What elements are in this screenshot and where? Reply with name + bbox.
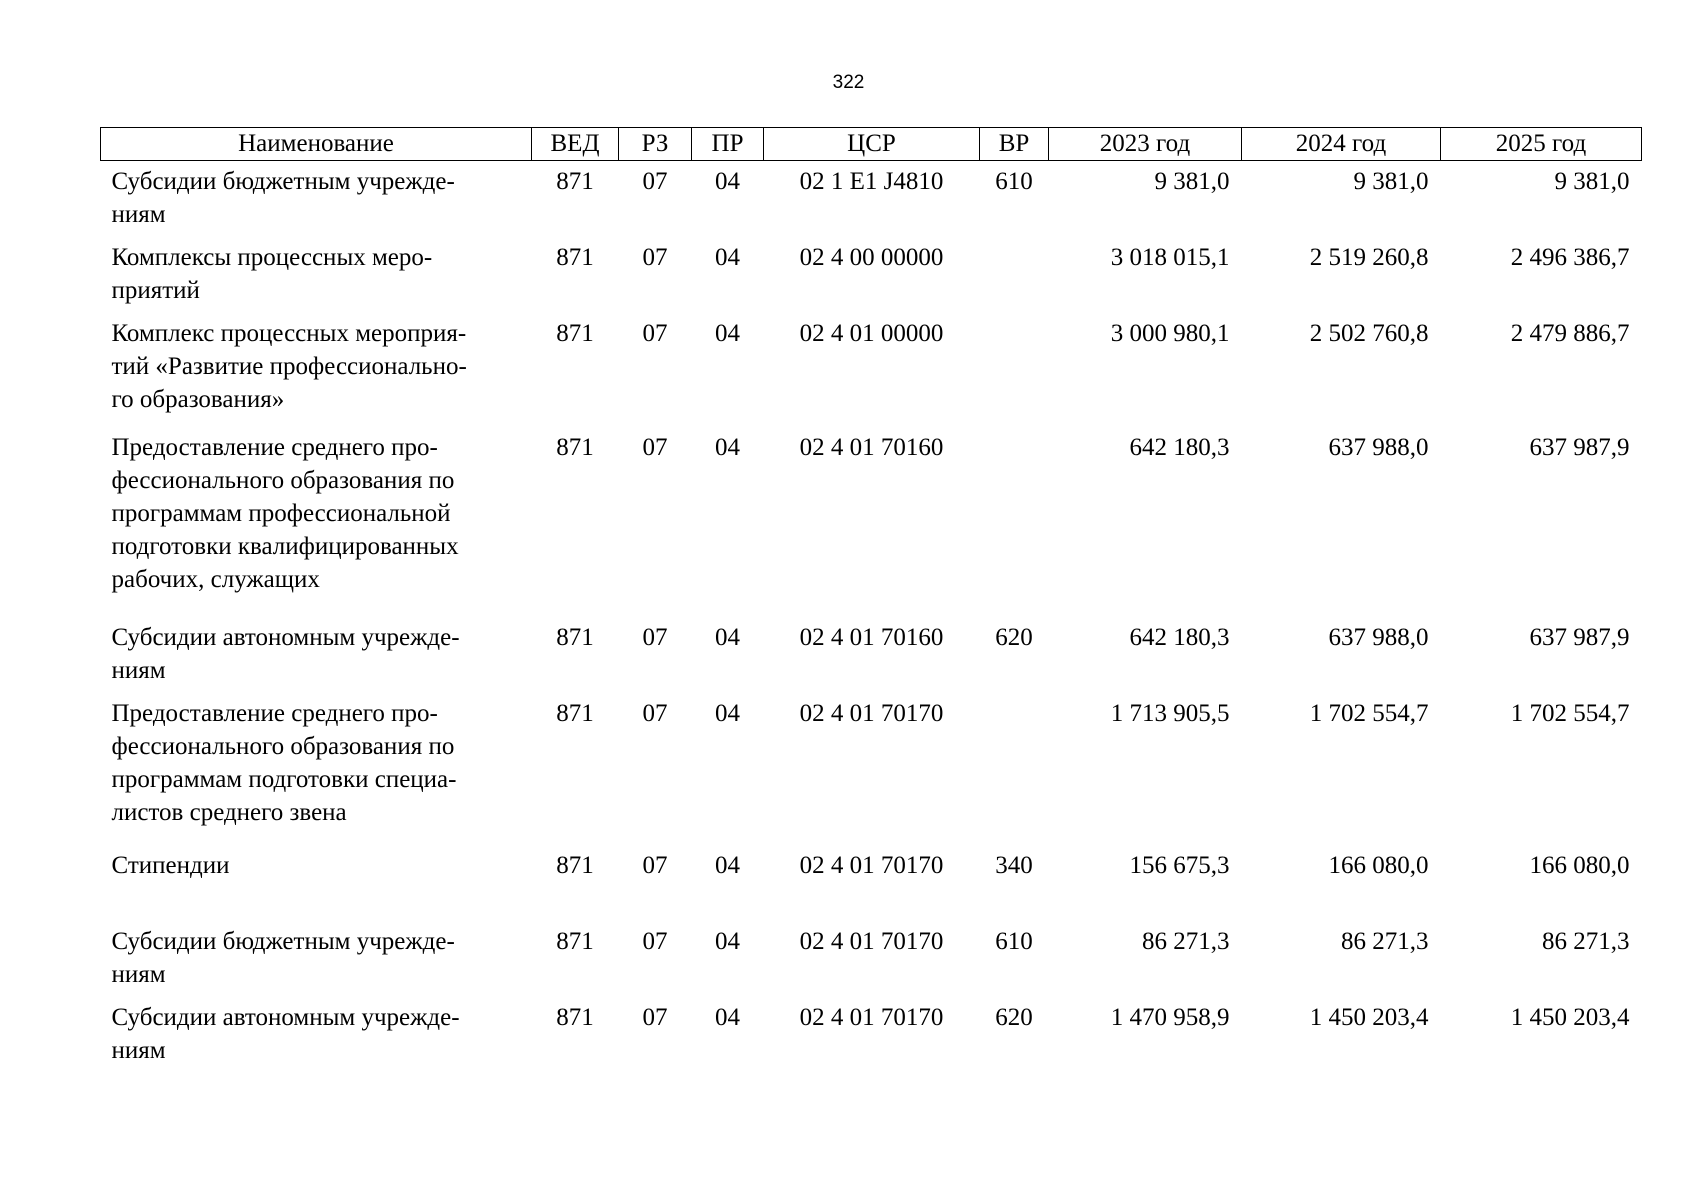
cell-2025: 166 080,0 xyxy=(1529,851,1630,879)
header-vr: ВР xyxy=(980,128,1049,161)
cell-ved: 871 xyxy=(556,243,594,271)
cell-vr xyxy=(980,427,1049,617)
cell-2023: 3 000 980,1 xyxy=(1110,319,1230,347)
header-ved: ВЕД xyxy=(532,128,619,161)
header-pr: ПР xyxy=(692,128,764,161)
cell-ved: 871 xyxy=(556,851,594,879)
cell-2023: 156 675,3 xyxy=(1129,851,1230,879)
cell-rz: 07 xyxy=(642,927,668,955)
cell-2024: 9 381,0 xyxy=(1353,168,1429,195)
cell-name: Предоставление среднего про- фессионального образования по программам профессиональной подготовки квалифицированных рабочих, служащих xyxy=(111,433,459,593)
cell-csr: 02 4 01 70160 xyxy=(799,623,944,651)
cell-vr: 620 xyxy=(995,1003,1033,1031)
cell-2023: 86 271,3 xyxy=(1142,927,1230,955)
cell-pr: 04 xyxy=(715,1003,740,1031)
page-number: 322 xyxy=(832,72,865,93)
cell-2023: 1 713 905,5 xyxy=(1110,699,1230,727)
cell-name: Субсидии бюджетным учрежде- ниям xyxy=(111,168,455,228)
cell-2025: 9 381,0 xyxy=(1554,168,1630,195)
cell-2024: 1 450 203,4 xyxy=(1309,1003,1429,1031)
cell-pr: 04 xyxy=(715,699,740,727)
cell-2023: 642 180,3 xyxy=(1129,433,1230,461)
cell-2024: 637 988,0 xyxy=(1328,623,1429,651)
table-row xyxy=(101,693,1642,845)
cell-csr: 02 4 01 00000 xyxy=(799,319,944,347)
cell-2025: 2 479 886,7 xyxy=(1510,319,1630,347)
cell-ved: 871 xyxy=(556,927,594,955)
header-rz: РЗ xyxy=(619,128,692,161)
cell-name: Субсидии автономным учрежде- ниям xyxy=(111,623,460,684)
cell-vr: 610 xyxy=(995,168,1033,195)
cell-vr xyxy=(980,313,1049,427)
cell-pr: 04 xyxy=(715,851,740,879)
table-header-row xyxy=(101,128,1642,161)
cell-name: Стипендии xyxy=(111,851,230,879)
cell-2025: 86 271,3 xyxy=(1542,927,1630,955)
cell-rz: 07 xyxy=(642,243,668,271)
cell-csr: 02 4 01 70170 xyxy=(799,699,944,727)
table-row xyxy=(101,427,1642,617)
cell-ved: 871 xyxy=(556,168,594,195)
cell-ved: 871 xyxy=(556,319,594,347)
cell-rz: 07 xyxy=(642,851,668,879)
cell-2024: 2 502 760,8 xyxy=(1309,319,1429,347)
cell-pr: 04 xyxy=(715,623,740,651)
cell-csr: 02 4 01 70160 xyxy=(799,433,944,461)
cell-vr xyxy=(980,693,1049,845)
cell-csr: 02 4 01 70170 xyxy=(799,1003,944,1031)
cell-rz: 07 xyxy=(642,168,668,195)
cell-2024: 2 519 260,8 xyxy=(1309,243,1429,271)
header-name: Наименование xyxy=(101,128,532,161)
cell-name: Предоставление среднего про- фессионального образования по программам подготовки специа- листов среднего звена xyxy=(111,699,457,826)
cell-rz: 07 xyxy=(642,623,668,651)
cell-2023: 642 180,3 xyxy=(1129,623,1230,651)
cell-csr: 02 4 01 70170 xyxy=(799,851,944,879)
cell-rz: 07 xyxy=(642,319,668,347)
cell-pr: 04 xyxy=(715,168,740,195)
cell-vr: 610 xyxy=(995,927,1033,955)
cell-2025: 1 450 203,4 xyxy=(1510,1003,1630,1031)
cell-name: Комплексы процессных меро- приятий xyxy=(111,243,433,304)
table-row xyxy=(101,237,1642,313)
header-2023: 2023 год xyxy=(1049,128,1242,161)
header-csr: ЦСР xyxy=(764,128,980,161)
cell-2024: 637 988,0 xyxy=(1328,433,1429,461)
cell-name: Субсидии автономным учрежде- ниям xyxy=(111,1003,460,1064)
cell-pr: 04 xyxy=(715,243,740,271)
cell-vr: 340 xyxy=(995,851,1033,879)
cell-2024: 86 271,3 xyxy=(1341,927,1429,955)
cell-vr xyxy=(980,237,1049,313)
cell-2023: 9 381,0 xyxy=(1154,168,1230,195)
cell-csr: 02 4 00 00000 xyxy=(799,243,944,271)
cell-2025: 637 987,9 xyxy=(1529,623,1630,651)
cell-ved: 871 xyxy=(556,699,594,727)
cell-rz: 07 xyxy=(642,1003,668,1031)
cell-rz: 07 xyxy=(642,699,668,727)
cell-ved: 871 xyxy=(556,433,594,461)
cell-ved: 871 xyxy=(556,623,594,651)
cell-2023: 1 470 958,9 xyxy=(1110,1003,1230,1031)
cell-2025: 1 702 554,7 xyxy=(1510,699,1630,727)
table-row xyxy=(101,921,1642,997)
cell-2025: 637 987,9 xyxy=(1529,433,1630,461)
table-row xyxy=(101,161,1642,237)
header-2025: 2025 год xyxy=(1441,128,1642,161)
cell-2024: 166 080,0 xyxy=(1328,851,1429,879)
cell-2023: 3 018 015,1 xyxy=(1110,243,1230,271)
cell-2025: 2 496 386,7 xyxy=(1510,243,1630,271)
cell-ved: 871 xyxy=(556,1003,594,1031)
cell-pr: 04 xyxy=(715,927,740,955)
table-row xyxy=(101,617,1642,693)
budget-table xyxy=(100,127,1642,1073)
cell-csr: 02 1 E1 J4810 xyxy=(799,168,944,195)
cell-csr: 02 4 01 70170 xyxy=(799,927,944,955)
table-row xyxy=(101,997,1642,1073)
cell-vr: 620 xyxy=(995,623,1033,651)
cell-name: Комплекс процессных мероприя- тий «Развитие профессионально- го образования» xyxy=(111,319,467,413)
cell-pr: 04 xyxy=(715,433,740,461)
cell-rz: 07 xyxy=(642,433,668,461)
header-2024: 2024 год xyxy=(1242,128,1441,161)
table-row xyxy=(101,313,1642,427)
cell-name: Субсидии бюджетным учрежде- ниям xyxy=(111,927,455,988)
table-row xyxy=(101,845,1642,921)
cell-2024: 1 702 554,7 xyxy=(1309,699,1429,727)
cell-pr: 04 xyxy=(715,319,740,347)
